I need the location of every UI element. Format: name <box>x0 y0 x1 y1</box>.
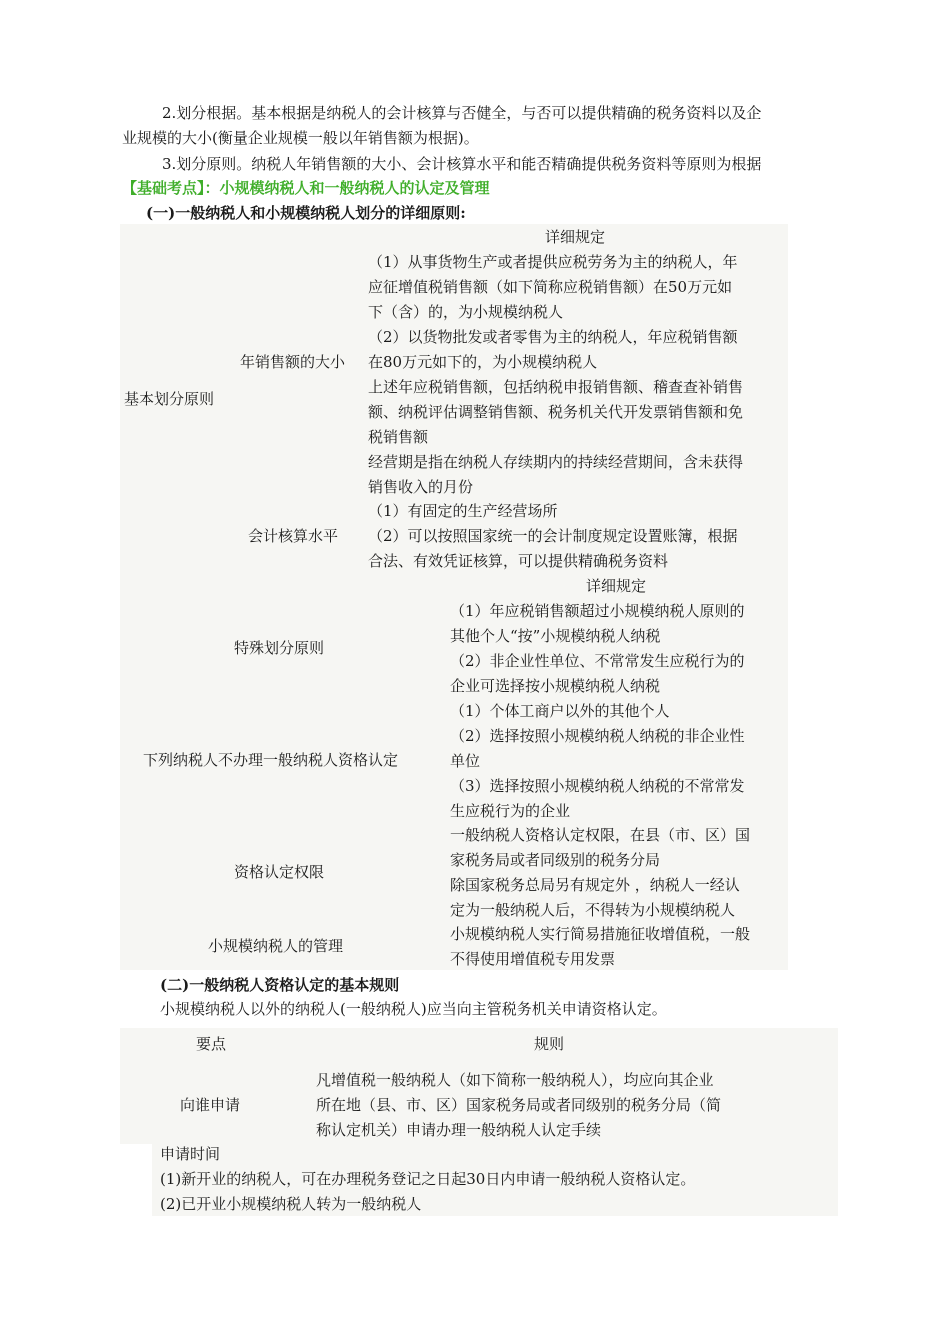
table1-sales-line: （1）从事货物生产或者提供应税劳务为主的纳税人，年 <box>368 253 738 271</box>
table2-row-line: （2）非企业性单位、不常常发生应税行为的 <box>450 652 745 670</box>
table3-row-line: 凡增值税一般纳税人（如下简称一般纳税人），均应向其企业 <box>316 1071 714 1089</box>
table1-accounting-line: 合法、有效凭证核算，可以提供精确税务资料 <box>368 552 669 570</box>
table3-row-line: 所在地（县、市、区）国家税务局或者同级别的税务分局（简 <box>316 1096 722 1114</box>
table2-row-line: （1）个体工商户以外的其他个人 <box>450 702 670 720</box>
table1-row-accounting-label: 会计核算水平 <box>248 527 339 545</box>
table2-row-label: 特殊划分原则 <box>234 639 325 657</box>
table1-row-sales-label: 年销售额的大小 <box>240 353 346 371</box>
apply-time-item-1: (1)新开业的纳税人，可在办理税务登记之日起30日内申请一般纳税人资格认定。 <box>160 1170 696 1188</box>
table2-row-label: 资格认定权限 <box>234 863 325 881</box>
table2-row-line: 定为一般纳税人后，不得转为小规模纳税人 <box>450 901 736 919</box>
table2-row-line: 其他个人“按”小规模纳税人纳税 <box>450 627 661 645</box>
table1-sales-line: 税销售额 <box>368 428 429 446</box>
table3-col1-header: 要点 <box>196 1035 227 1053</box>
section-heading-bracket: 【基础考点】 <box>122 179 205 197</box>
table2-row-line: （3）选择按照小规模纳税人纳税的不常常发 <box>450 777 745 795</box>
intro-paragraph-2-line-1: 2.划分根据。基本根据是纳税人的会计核算与否健全，与否可以提供精确的税务资料以及企 <box>162 104 762 122</box>
subsection-2-intro: 小规模纳税人以外的纳税人(一般纳税人)应当向主管税务机关申请资格认定。 <box>160 1000 667 1018</box>
table1-sales-line: 下（含）的，为小规模纳税人 <box>368 303 564 321</box>
table2-row-line: 一般纳税人资格认定权限，在县（市、区）国 <box>450 826 751 844</box>
section-heading-text: ：小规模纳税人和一般纳税人的认定及管理 <box>204 179 490 197</box>
table2-row-line: 单位 <box>450 752 481 770</box>
table1-sales-line: 上述年应税销售额，包括纳税申报销售额、稽查查补销售 <box>368 378 744 396</box>
intro-paragraph-3: 3.划分原则。纳税人年销售额的大小、会计核算水平和能否精确提供税务资料等原则为根据 <box>162 155 762 173</box>
table1-sales-line: 销售收入的月份 <box>368 478 474 496</box>
table1-sales-line: （2）以货物批发或者零售为主的纳税人，年应税销售额 <box>368 328 738 346</box>
apply-time-item-2: (2)已开业小规模纳税人转为一般纳税人 <box>160 1195 422 1213</box>
table2-row-line: （1）年应税销售额超过小规模纳税人原则的 <box>450 602 745 620</box>
table3-row-label: 向谁申请 <box>180 1096 241 1114</box>
table1-sales-line: 经营期是指在纳税人存续期内的持续经营期间，含未获得 <box>368 453 744 471</box>
table1-sales-line: 在80万元如下的，为小规模纳税人 <box>368 353 598 371</box>
table1-header: 详细规定 <box>545 228 606 246</box>
table2-row-line: 生应税行为的企业 <box>450 802 571 820</box>
apply-time-label: 申请时间 <box>160 1145 221 1163</box>
table1-sales-line: 额、纳税评估调整销售额、税务机关代开发票销售额和免 <box>368 403 744 421</box>
intro-paragraph-2-line-2: 业规模的大小(衡量企业规模一般以年销售额为根据)。 <box>122 129 479 147</box>
table3-col2-header: 规则 <box>534 1035 565 1053</box>
table2-row-line: 除国家税务总局另有规定外 ，纳税人一经认 <box>450 876 740 894</box>
table2-row-line: 小规模纳税人实行简易措施征收增值税，一般 <box>450 925 751 943</box>
table2-header: 详细规定 <box>586 577 647 595</box>
subsection-1-heading: (一)一般纳税人和小规模纳税人划分的详细原则: <box>146 204 466 222</box>
table1-accounting-line: （1）有固定的生产经营场所 <box>368 502 558 520</box>
table2-row-line: 不得使用增值税专用发票 <box>450 950 616 968</box>
table2-row-line: 家税务局或者同级别的税务分局 <box>450 851 661 869</box>
table1-sales-line: 应征增值税销售额（如下简称应税销售额）在50万元如 <box>368 278 733 296</box>
table2-row-label: 下列纳税人不办理一般纳税人资格认定 <box>143 751 399 769</box>
section-heading <box>122 178 490 198</box>
table1-accounting-line: （2）可以按照国家统一的会计制度规定设置账簿，根据 <box>368 527 738 545</box>
subsection-2-heading: (二)一般纳税人资格认定的基本规则 <box>160 976 400 994</box>
table2-row-label: 小规模纳税人的管理 <box>208 937 344 955</box>
table1-group-label: 基本划分原则 <box>124 390 215 408</box>
table2-row-line: （2）选择按照小规模纳税人纳税的非企业性 <box>450 727 745 745</box>
table2-row-line: 企业可选择按小规模纳税人纳税 <box>450 677 661 695</box>
table3-row-line: 称认定机关）申请办理一般纳税人认定手续 <box>316 1121 602 1139</box>
